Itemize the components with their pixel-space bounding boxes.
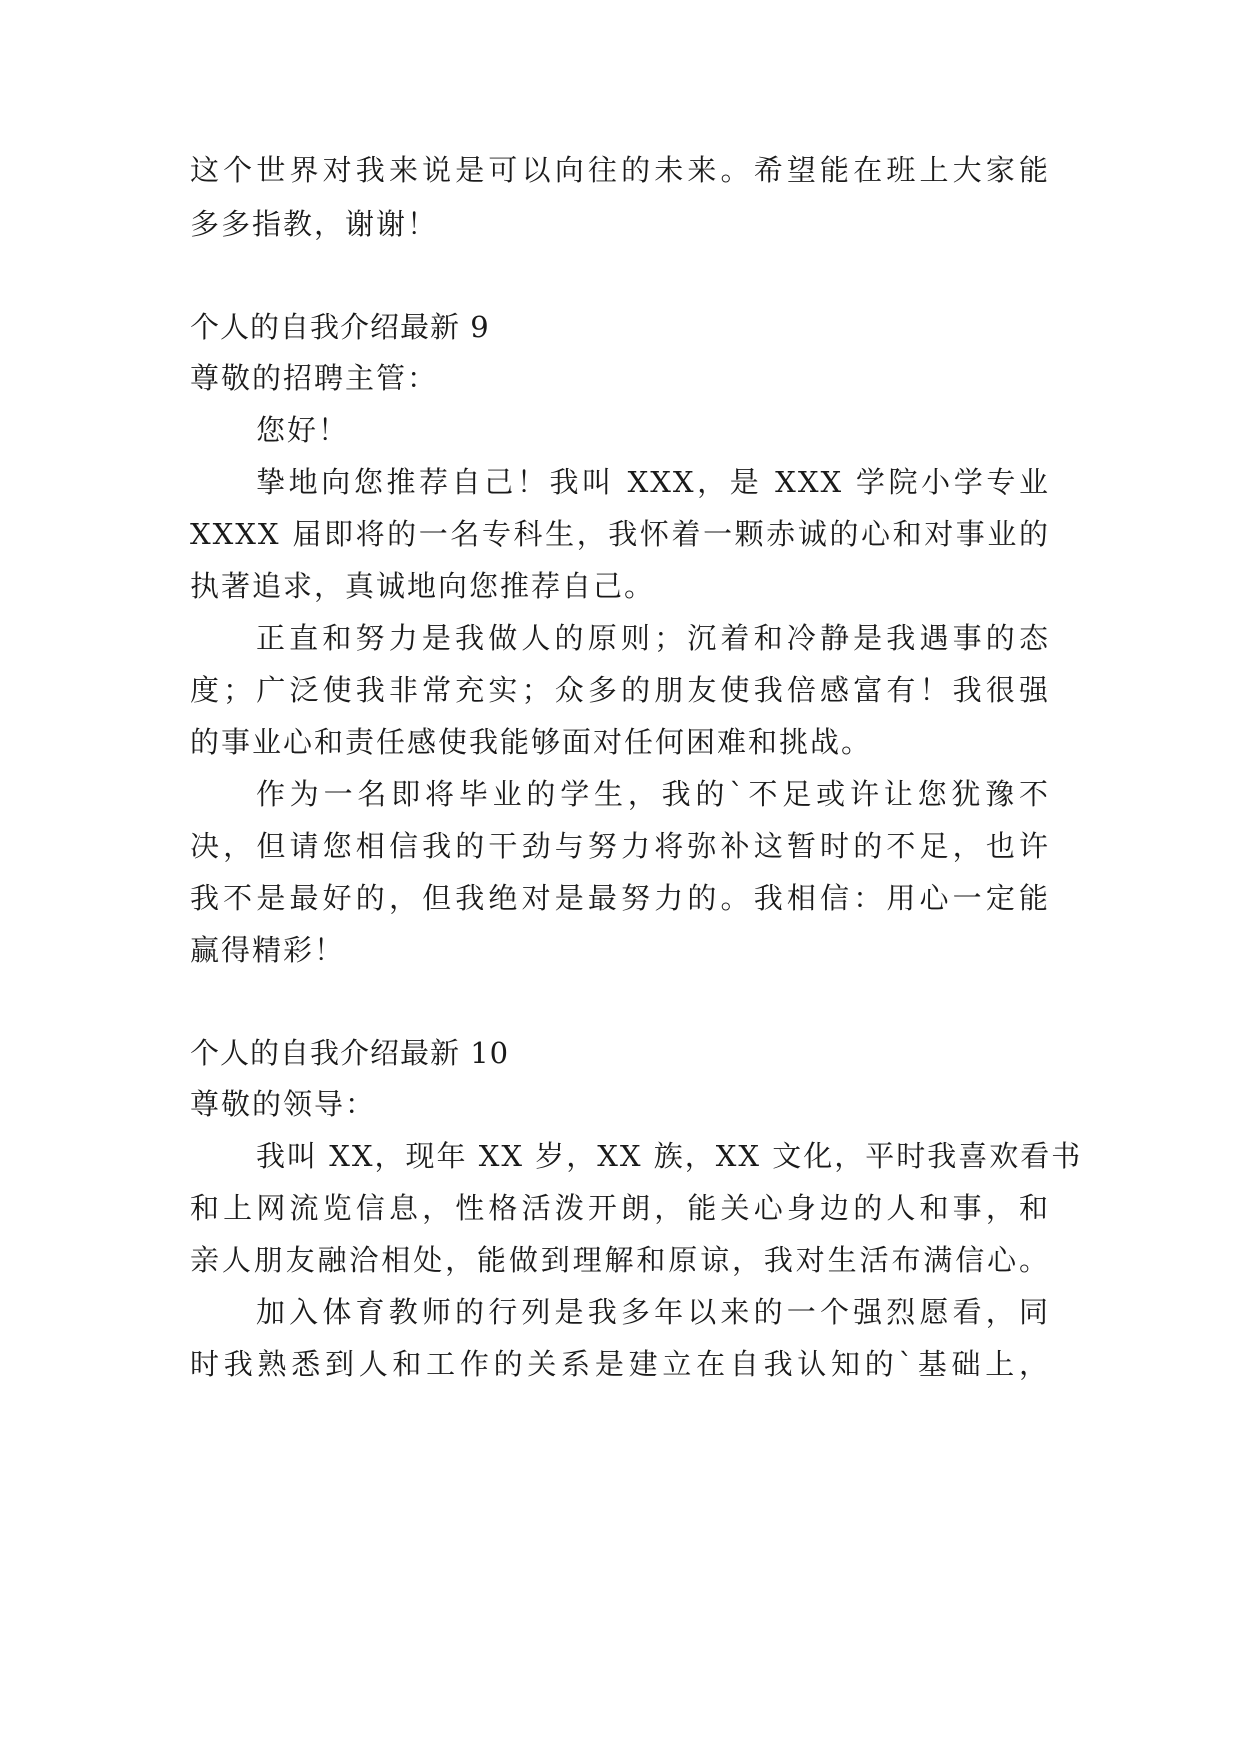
section-10-p2-line: 时我熟悉到人和工作的关系是建立在自我认知的`基础上， (190, 1347, 1050, 1381)
section-9-salutation: 尊敬的招聘主管： (190, 361, 439, 395)
section-10-p1-line: 我叫 XX，现年 XX 岁，XX 族，XX 文化，平时我喜欢看书 (256, 1139, 1083, 1173)
section-9-p1-line: 执著追求，真诚地向您推荐自己。 (190, 569, 656, 603)
section-10-p1-line: 和上网流览信息，性格活泼开朗，能关心身边的人和事，和 (190, 1191, 1050, 1225)
paragraph-line: 这个世界对我来说是可以向往的未来。希望能在班上大家能 (190, 153, 1050, 187)
section-10-p2-line: 加入体育教师的行列是我多年以来的一个强烈愿看，同 (256, 1295, 1050, 1329)
section-10-p1-line: 亲人朋友融洽相处，能做到理解和原谅，我对生活布满信心。 (190, 1243, 1050, 1277)
section-9-greeting: 您好！ (256, 413, 350, 447)
section-9-p3-line: 作为一名即将毕业的学生，我的`不足或许让您犹豫不 (256, 777, 1050, 811)
section-9-p2-line: 的事业心和责任感使我能够面对任何困难和挑战。 (190, 725, 873, 759)
section-9-p2-line: 度；广泛使我非常充实；众多的朋友使我倍感富有！我很强 (190, 673, 1050, 707)
section-9-title: 个人的自我介绍最新 9 (190, 310, 490, 344)
section-10-salutation: 尊敬的领导： (190, 1087, 377, 1121)
section-9-p3-line: 决，但请您相信我的干劲与努力将弥补这暂时的不足，也许 (190, 829, 1050, 863)
section-9-p1-line: XXXX 届即将的一名专科生，我怀着一颗赤诚的心和对事业的 (190, 517, 1050, 551)
paragraph-line: 多多指教，谢谢！ (190, 207, 439, 241)
section-9-p3-line: 赢得精彩！ (190, 933, 346, 967)
section-10-title: 个人的自我介绍最新 10 (190, 1036, 510, 1070)
section-9-p3-line: 我不是最好的，但我绝对是最努力的。我相信：用心一定能 (190, 881, 1050, 915)
section-9-p1-line: 挚地向您推荐自己！我叫 XXX，是 XXX 学院小学专业 (256, 465, 1050, 499)
section-9-p2-line: 正直和努力是我做人的原则；沉着和冷静是我遇事的态 (256, 621, 1050, 655)
